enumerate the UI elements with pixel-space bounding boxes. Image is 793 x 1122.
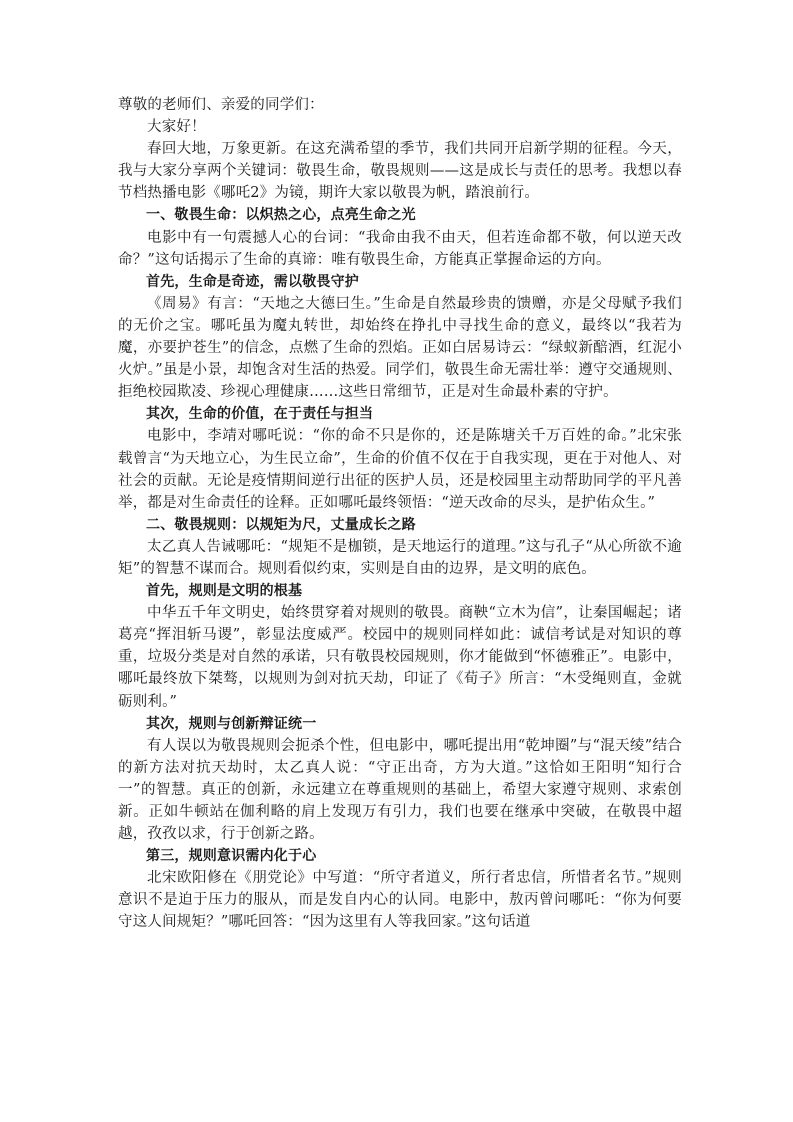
- section-1-heading: 一、敬畏生命：以炽热之心，点亮生命之光: [146, 207, 416, 224]
- section-1-sub-1-body: 《周易》有言：“天地之大德曰生。”生命是自然最珍贵的馈赠，亦是父母赋予我们的无价之宝。哪吒虽为魔丸转世，却始终在挣扎中寻找生命的意义，最终以“我若为魔，亦要护苍生”的信念，点燃了生命的烈焰。正如白居易诗云：“绿蚁新醅酒，红泥小火炉。”虽是小景，却饱含对生活的热爱。同学们，敬畏生命无需壮举：遵守交通规则、拒绝校园欺凌、珍视心理健康……这些日常细节，正是对生命最朴素的守护。: [118, 295, 682, 401]
- intro-paragraph: 春回大地，万象更新。在这充满希望的季节，我们共同开启新学期的征程。今天，我与大家分享两个关键词：敬畏生命，敬畏规则——这是成长与责任的思考。我想以春节档热播电影《哪吒2》为镜，期许大家以敬畏为帆，踏浪前行。: [118, 141, 682, 202]
- section-2-sub-1-body: 中华五千年文明史，始终贯穿着对规则的敬畏。商鞅“立木为信”，让秦国崛起；诸葛亮“挥泪斩马谡”，彰显法度威严。校园中的规则同样如此：诚信考试是对知识的尊重，垃圾分类是对自然的承诺，只有敬畏校园规则，你才能做到“怀德雅正”。电影中，哪吒最终放下桀骜，以规则为剑对抗天劫，印证了《荀子》所言：“木受绳则直，金就砺则利。”: [118, 605, 682, 710]
- section-2-sub-2-body: 有人误以为敬畏规则会扼杀个性，但电影中，哪吒提出用“乾坤圈”与“混天绫”结合的新方法对抗天劫时，太乙真人说：“守正出奇，方为大道。”这恰如王阳明“知行合一”的智慧。真正的创新，永远建立在尊重规则的基础上，希望大家遵守规则、求索创新。正如牛顿站在伽利略的肩上发现万有引力，我们也要在继承中突破，在敬畏中超越，孜孜以求，行于创新之路。: [118, 737, 682, 843]
- section-1-sub-2-heading: 其次，生命的价值，在于责任与担当: [146, 406, 374, 423]
- document-page: [118, 94, 682, 934]
- section-2-intro: 太乙真人告诫哪吒：“规矩不是枷锁，是天地运行的道理。”这与孔子“从心所欲不逾矩”的智慧不谋而合。规则看似约束，实则是自由的边界，是文明的底色。: [118, 538, 682, 577]
- section-2-heading: 二、敬畏规则：以规矩为尺，丈量成长之路: [146, 516, 416, 533]
- salutation: 尊敬的老师们、亲爱的同学们：: [118, 97, 324, 113]
- section-1-sub-1-heading: 首先，生命是奇迹，需以敬畏守护: [146, 273, 359, 290]
- section-1-sub-2-body: 电影中，李靖对哪吒说：“你的命不只是你的，还是陈塘关千万百姓的命。”北宋张载曾言“为天地立心，为生民立命”，生命的价值不仅在于自我实现，更在于对他人、对社会的贡献。无论是疫情期间逆行出征的医护人员，还是校园里主动帮助同学的平凡善举，都是对生命责任的诠释。正如哪吒最终领悟：“逆天改命的尽头，是护佑众生。”: [118, 428, 682, 511]
- section-2-sub-1-heading: 首先，规则是文明的根基: [146, 583, 303, 600]
- section-2-sub-3-body: 北宋欧阳修在《朋党论》中写道：“所守者道义，所行者忠信，所惜者名节。”规则意识不是迫于压力的服从，而是发自内心的认同。电影中，敖丙曾问哪吒：“你为何要守这人间规矩？”哪吒回答：“因为这里有人等我回家。”这句话道: [118, 870, 682, 931]
- section-2-sub-3-heading: 第三，规则意识需内化于心: [146, 848, 317, 865]
- section-2-sub-2-heading: 其次，规则与创新辩证统一: [146, 715, 317, 732]
- section-1-intro: 电影中有一句震撼人心的台词：“我命由我不由天，但若连命都不敬，何以逆天改命？”这句话揭示了生命的真谛：唯有敬畏生命，方能真正掌握命运的方向。: [118, 229, 682, 268]
- greeting: 大家好！: [147, 119, 206, 136]
